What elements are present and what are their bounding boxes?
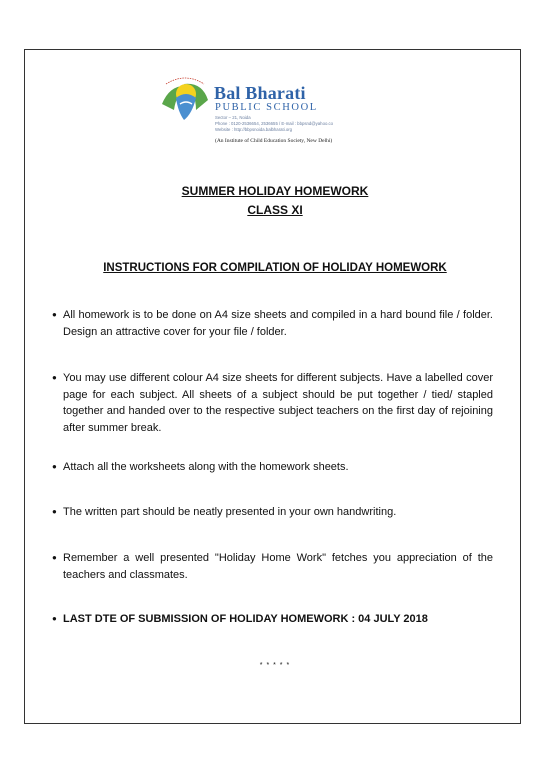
instruction-item	[52, 550, 493, 583]
instructions-title: INSTRUCTIONS FOR COMPILATION OF HOLIDAY HOMEWORK	[103, 262, 447, 274]
instruction-text: The written part should be neatly presented in your own handwriting.	[63, 506, 397, 518]
instruction-text: Remember a well presented "Holiday Home Work" fetches you appreciation of the teachers and classmates.	[63, 552, 493, 581]
footer-stars: * * * * *	[259, 662, 291, 669]
bullet-icon: ●	[52, 310, 57, 319]
instruction-text: All homework is to be done on A4 size sheets and compiled in a hard bound file / folder. Design an attractive cover for your file / folder.	[63, 309, 493, 338]
school-subname: PUBLIC SCHOOL	[215, 102, 318, 113]
instruction-item	[52, 459, 493, 476]
bullet-icon: ●	[52, 373, 57, 382]
instruction-item	[52, 370, 493, 436]
school-phone: Phone : 0120-2536654, 2536655 / E-mail : bbpsnd@yahoo.co	[215, 121, 334, 126]
instruction-item	[52, 504, 493, 521]
school-website: Website : http://bbpsnoida.balbharati.org	[215, 127, 293, 132]
main-title: SUMMER HOLIDAY HOMEWORK	[181, 184, 369, 198]
bullet-icon: ●	[52, 462, 57, 471]
school-letterhead	[158, 70, 388, 146]
instruction-item-deadline	[52, 611, 493, 628]
instruction-item	[52, 307, 493, 340]
bullet-icon: ●	[52, 507, 57, 516]
school-name: Bal Bharati	[214, 83, 306, 103]
bullet-icon: ●	[52, 614, 57, 623]
school-logo-icon	[158, 70, 212, 124]
instruction-text: You may use different colour A4 size sheets for different subjects. Have a labelled cover page for each subject. All sheets of a subject should be put together / tied/ stapled together and handed over to the respective subject teachers on the first day of rejoining after summer break.	[63, 372, 493, 434]
deadline-text: LAST DTE OF SUBMISSION OF HOLIDAY HOMEWORK : 04 JULY 2018	[63, 613, 428, 625]
school-address: Sector – 21, Noida	[215, 115, 251, 120]
school-affiliation: (An Institute of Child Education Society, New Delhi)	[215, 138, 333, 144]
instruction-text: Attach all the worksheets along with the homework sheets.	[63, 461, 349, 473]
class-title: CLASS XI	[247, 203, 303, 217]
bullet-icon: ●	[52, 553, 57, 562]
